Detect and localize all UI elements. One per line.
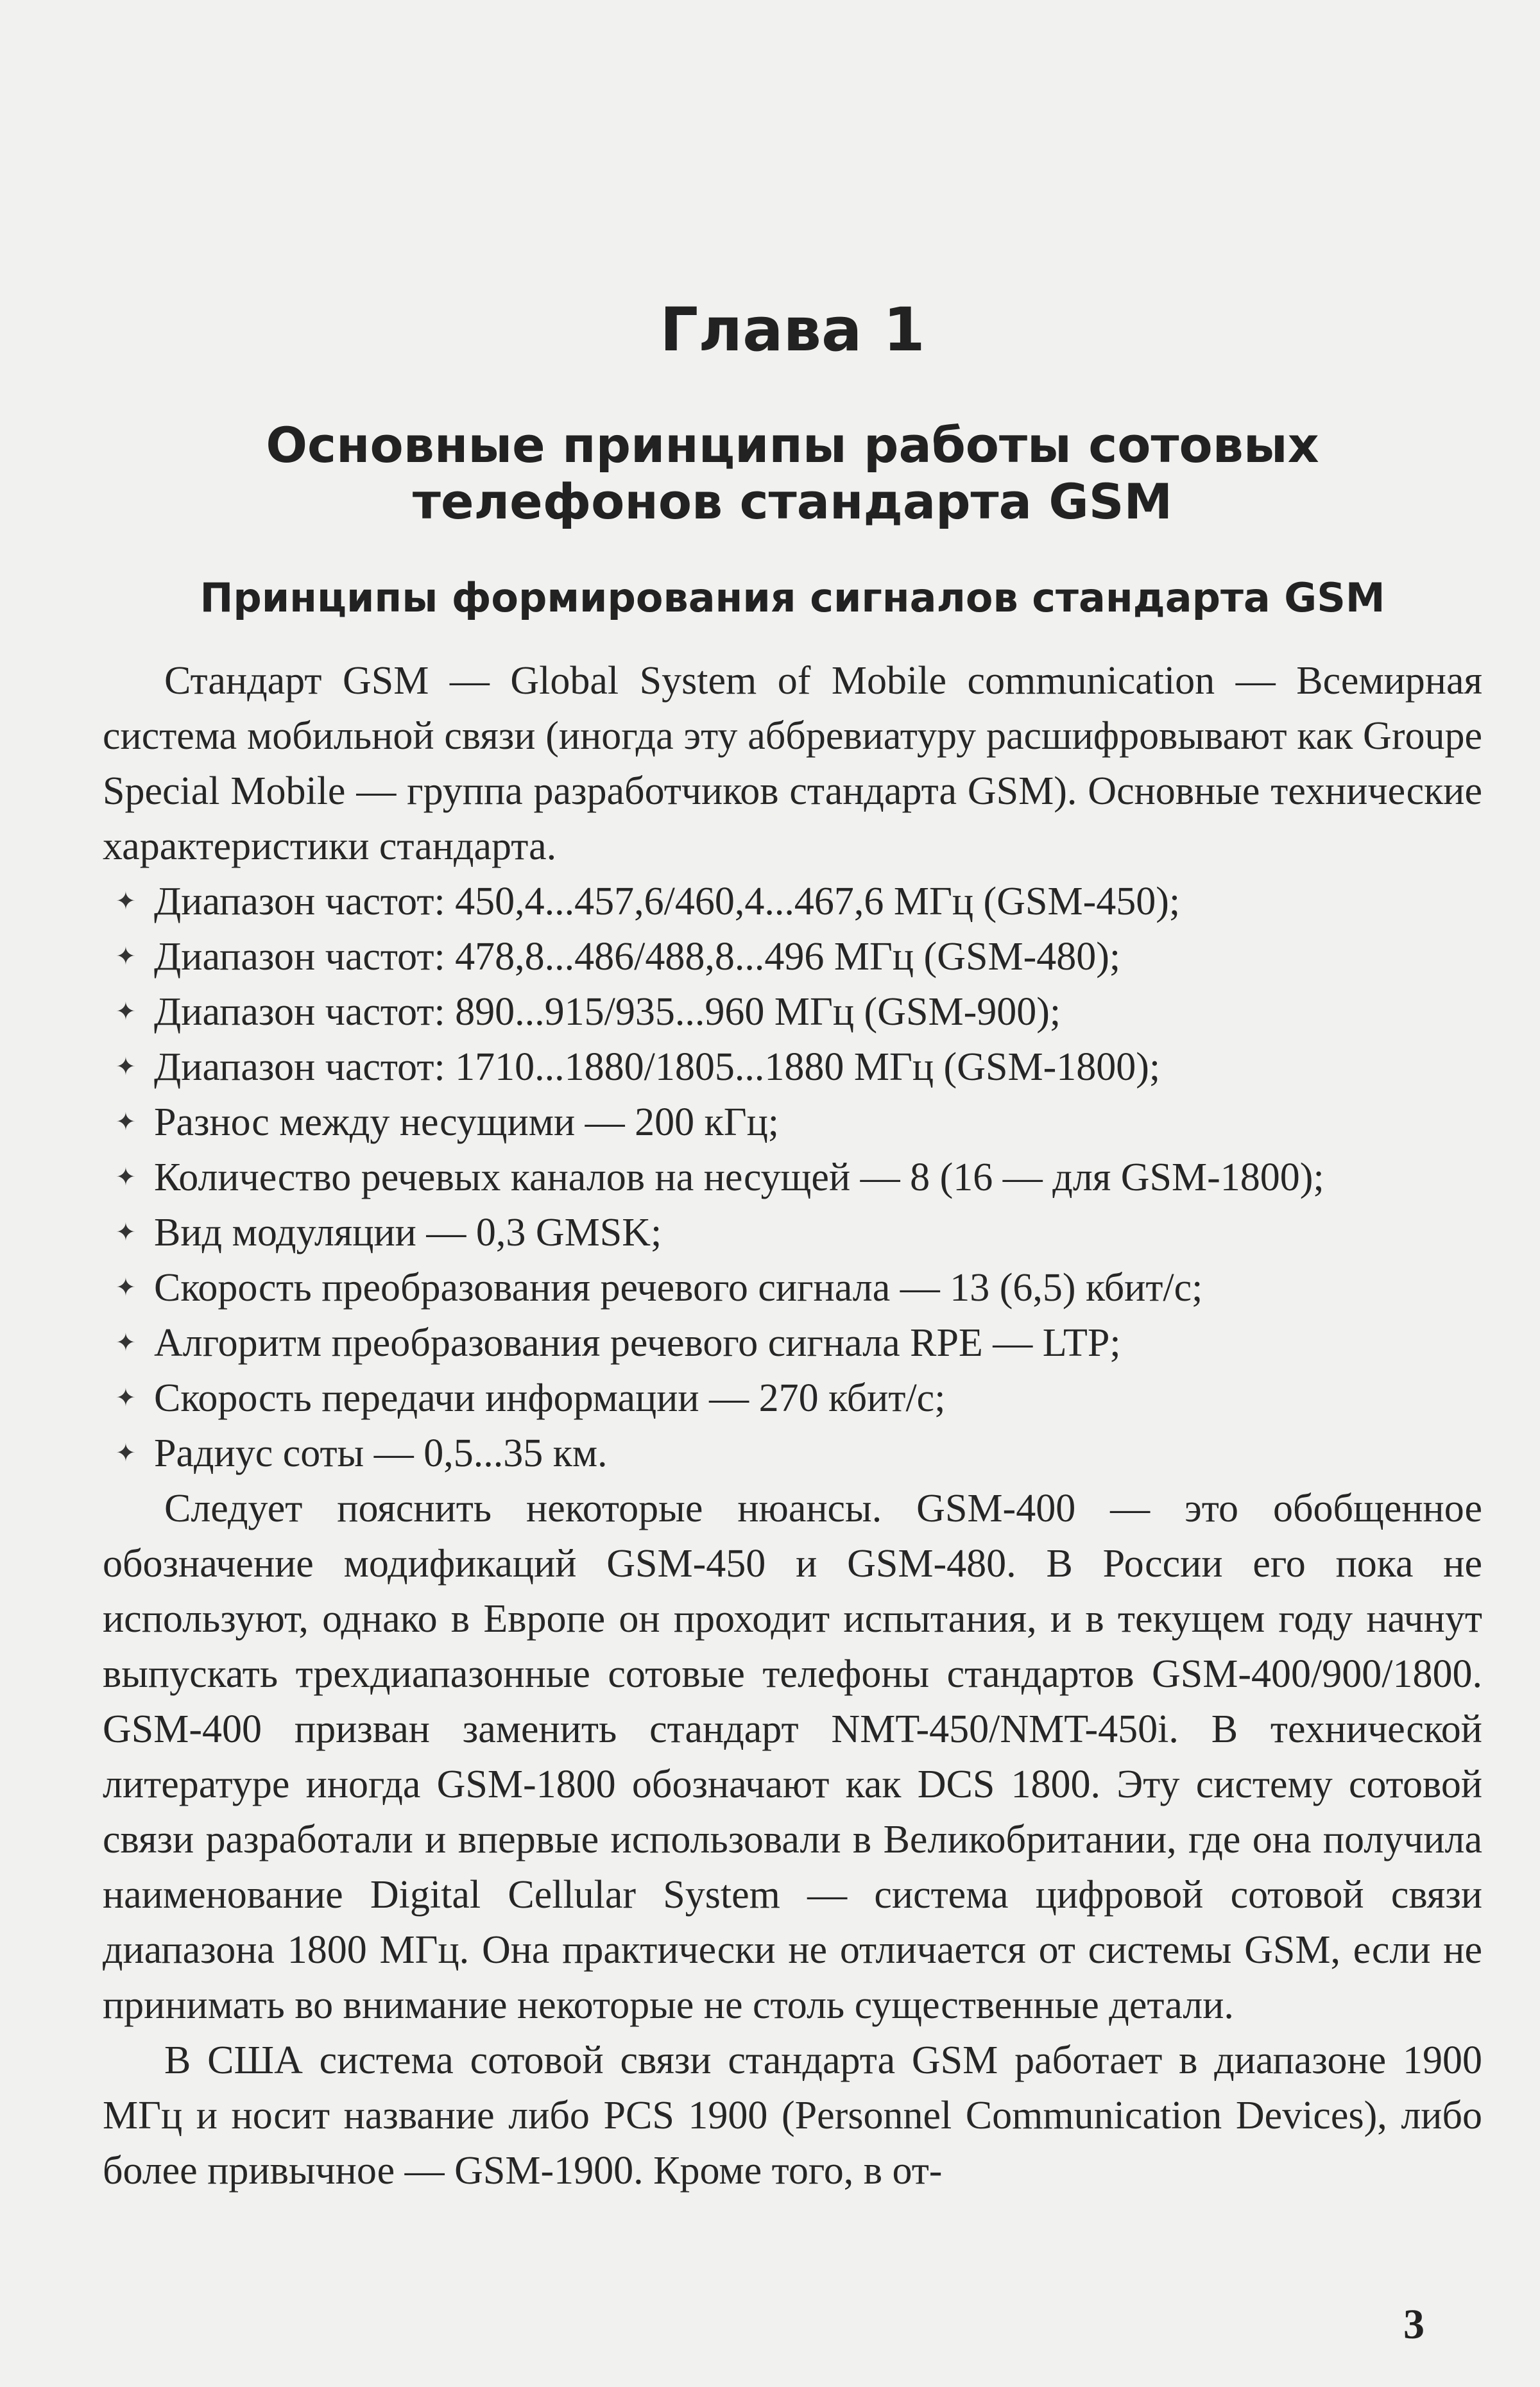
spec-item [103,1095,1482,1150]
bullet-icon: ✦ [116,1219,136,1246]
spec-item [103,984,1482,1040]
spec-item [103,1150,1482,1205]
spec-item [103,1426,1482,1481]
bullet-icon: ✦ [116,943,136,970]
spec-text: Диапазон частот: 890...915/935...960 МГц (GSM-900); [154,990,1061,1034]
bullet-icon: ✦ [116,888,136,915]
intro-paragraph: Стандарт GSM — Global System of Mobile communication — Всемирная система мобильной связи (иногда эту аббревиатуру расшифровывают как Groupe Special Mobile — группа разработчиков стандарта GSM). Основные технические характеристики стандарта. [103,659,1482,868]
spec-item [103,874,1482,929]
paragraph: В США система сотовой связи стандарта GSM работает в диапазоне 1900 МГц и носит название либо PCS 1900 (Personnel Communication Devices), либо более привычное — GSM-1900. Кроме того, в от- [103,2039,1482,2193]
chapter-title-line: Основные принципы работы сотовых [266,416,1319,474]
body-text [103,653,1482,2198]
spec-text: Диапазон частот: 478,8...486/488,8...496 МГц (GSM-480); [154,935,1121,979]
bullet-icon: ✦ [116,1274,136,1301]
bullet-icon: ✦ [116,1054,136,1081]
paragraph: Следует пояснить некоторые нюансы. GSM-400 — это обобщенное обозначение модификаций GSM-450 и GSM-480. В России его пока не используют, однако в Европе он проходит испытания, и в текущем году начнут выпускать трехдиапазонные сотовые телефоны стандартов GSM-400/900/1800. GSM-400 призван заменить стандарт NMT-450/NMT-450i. В технической литературе иногда GSM-1800 обозначают как DCS 1800. Эту систему сотовой связи разработали и впервые использовали в Великобритании, где она получила наименование Digital Cellular System — система цифровой сотовой связи диапазона 1800 МГц. Она практически не отличается от системы GSM, если не принимать во внимание некоторые не столь существенные детали. [103,1487,1482,2027]
spec-text: Диапазон частот: 450,4...457,6/460,4...467,6 МГц (GSM-450); [154,880,1181,923]
spec-text: Радиус соты — 0,5...35 км. [154,1432,608,1475]
specs-list [103,874,1482,1481]
spec-item [103,1371,1482,1426]
section-heading: Принципы формирования сигналов стандарта GSM [200,574,1385,621]
spec-text: Разнос между несущими — 200 кГц; [154,1100,780,1144]
spec-item [103,1040,1482,1095]
book-page [103,0,1482,2387]
bullet-icon: ✦ [116,998,136,1025]
spec-item [103,1205,1482,1260]
spec-item [103,1260,1482,1315]
spec-text: Скорость преобразования речевого сигнала — 13 (6,5) кбит/с; [154,1266,1203,1310]
spec-text: Диапазон частот: 1710...1880/1805...1880 МГц (GSM-1800); [154,1045,1161,1089]
spec-text: Количество речевых каналов на несущей — 8 (16 — для GSM-1800); [154,1156,1324,1199]
chapter-title [103,417,1482,530]
spec-text: Вид модуляции — 0,3 GMSK; [154,1211,662,1254]
bullet-icon: ✦ [116,1330,136,1356]
page-number: 3 [1403,2301,1425,2348]
spec-item [103,929,1482,984]
bullet-icon: ✦ [116,1440,136,1467]
bullet-icon: ✦ [116,1385,136,1412]
bullet-icon: ✦ [116,1164,136,1191]
bullet-icon: ✦ [116,1109,136,1136]
spec-text: Алгоритм преобразования речевого сигнала RPE — LTP; [154,1321,1121,1365]
chapter-heading: Глава 1 [660,295,925,365]
chapter-title-line: телефонов стандарта GSM [412,473,1173,530]
spec-text: Скорость передачи информации — 270 кбит/с; [154,1376,946,1420]
spec-item [103,1315,1482,1371]
